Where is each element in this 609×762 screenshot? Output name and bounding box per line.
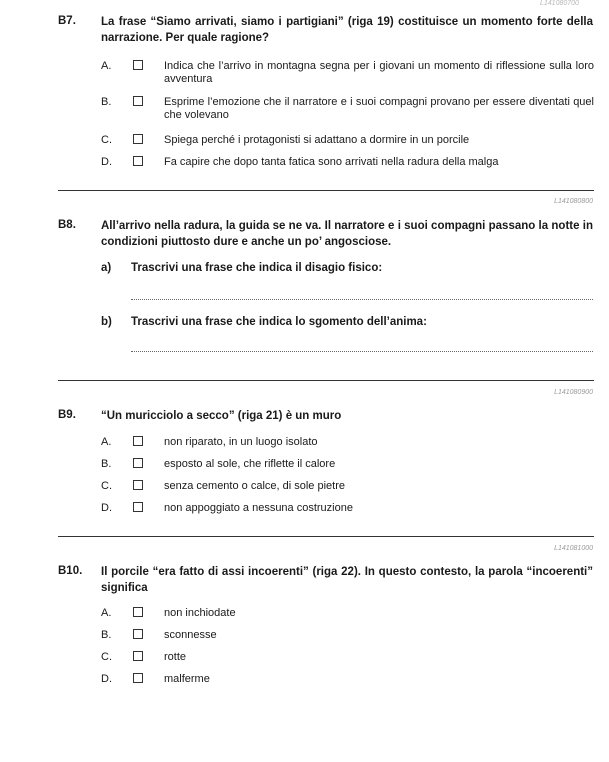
checkbox-b9-a[interactable] xyxy=(133,436,143,446)
option-text: esposto al sole, che riflette il calore xyxy=(164,458,336,470)
option-letter: D. xyxy=(101,673,112,685)
question-number-b7: B7. xyxy=(58,15,76,27)
option-text: Indica che l’arrivo in montagna segna per i giovani un momento di riflessione sulla loro avventura xyxy=(164,60,594,85)
question-number-b10: B10. xyxy=(58,565,83,577)
question-text-b7: La frase “Siamo arrivati, siamo i partigiani” (riga 19) costituisce un momento forte della narrazione. Per quale ragione? xyxy=(101,16,593,44)
option-letter: C. xyxy=(101,480,112,492)
item-code-b7: L141080800 xyxy=(554,198,593,205)
option-letter: A. xyxy=(101,607,112,619)
option-text: non appoggiato a nessuna costruzione xyxy=(164,502,353,514)
option-text: non inchiodate xyxy=(164,607,236,619)
answer-line-b8-a[interactable] xyxy=(131,299,593,312)
option-letter: B. xyxy=(101,458,112,470)
option-text: Fa capire che dopo tanta fatica sono arrivati nella radura della malga xyxy=(164,156,499,168)
checkbox-b7-b[interactable] xyxy=(133,96,143,106)
question-text-b8: All’arrivo nella radura, la guida se ne va. Il narratore e i suoi compagni passano la notte in condizioni piuttosto dure e anche un po’ angosciose. xyxy=(101,220,593,248)
question-number-b9: B9. xyxy=(58,409,76,421)
option-letter: A. xyxy=(101,436,112,448)
checkbox-b7-a[interactable] xyxy=(133,60,143,70)
option-text: sconnesse xyxy=(164,629,217,641)
checkbox-b9-c[interactable] xyxy=(133,480,143,490)
option-letter: B. xyxy=(101,96,112,108)
option-text: Spiega perché i protagonisti si adattano a dormire in un porcile xyxy=(164,134,470,146)
option-letter: B. xyxy=(101,629,112,641)
option-text: non riparato, in un luogo isolato xyxy=(164,436,318,448)
checkbox-b7-c[interactable] xyxy=(133,134,143,144)
subquestion-text: Trascrivi una frase che indica lo sgomento dell’anima: xyxy=(131,316,427,328)
subquestion-text: Trascrivi una frase che indica il disagio fisico: xyxy=(131,262,383,274)
option-letter: D. xyxy=(101,156,112,168)
checkbox-b9-d[interactable] xyxy=(133,502,143,512)
question-text-b10: Il porcile “era fatto di assi incoerenti” (riga 22). In questo contesto, la parola “incoerenti” significa xyxy=(101,566,593,594)
option-text: senza cemento o calce, di sole pietre xyxy=(164,480,345,492)
subquestion-label: a) xyxy=(101,262,112,274)
question-text-b9: “Un muricciolo a secco” (riga 21) è un muro xyxy=(101,410,342,422)
answer-line-b8-b[interactable] xyxy=(131,351,593,364)
checkbox-b7-d[interactable] xyxy=(133,156,143,166)
option-text: malferme xyxy=(164,673,210,685)
subquestion-label: b) xyxy=(101,316,112,328)
checkbox-b10-a[interactable] xyxy=(133,607,143,617)
question-number-b8: B8. xyxy=(58,219,76,231)
item-code-b8: L141080900 xyxy=(554,389,593,396)
section-divider xyxy=(58,190,594,191)
option-letter: D. xyxy=(101,502,112,514)
item-code-b9: L141081000 xyxy=(554,545,593,552)
option-text: rotte xyxy=(164,651,187,663)
checkbox-b9-b[interactable] xyxy=(133,458,143,468)
section-divider xyxy=(58,380,594,381)
option-letter: C. xyxy=(101,651,112,663)
subquestion-b8-a xyxy=(0,262,609,278)
checkbox-b10-b[interactable] xyxy=(133,629,143,639)
option-text: Esprime l’emozione che il narratore e i suoi compagni provano per essere diventati quel che volevano xyxy=(164,96,594,121)
section-divider xyxy=(58,536,594,537)
option-letter: A. xyxy=(101,60,112,72)
checkbox-b10-c[interactable] xyxy=(133,651,143,661)
item-code-top: L141080700 xyxy=(540,0,579,7)
subquestion-b8-b xyxy=(0,316,609,332)
checkbox-b10-d[interactable] xyxy=(133,673,143,683)
option-letter: C. xyxy=(101,134,112,146)
